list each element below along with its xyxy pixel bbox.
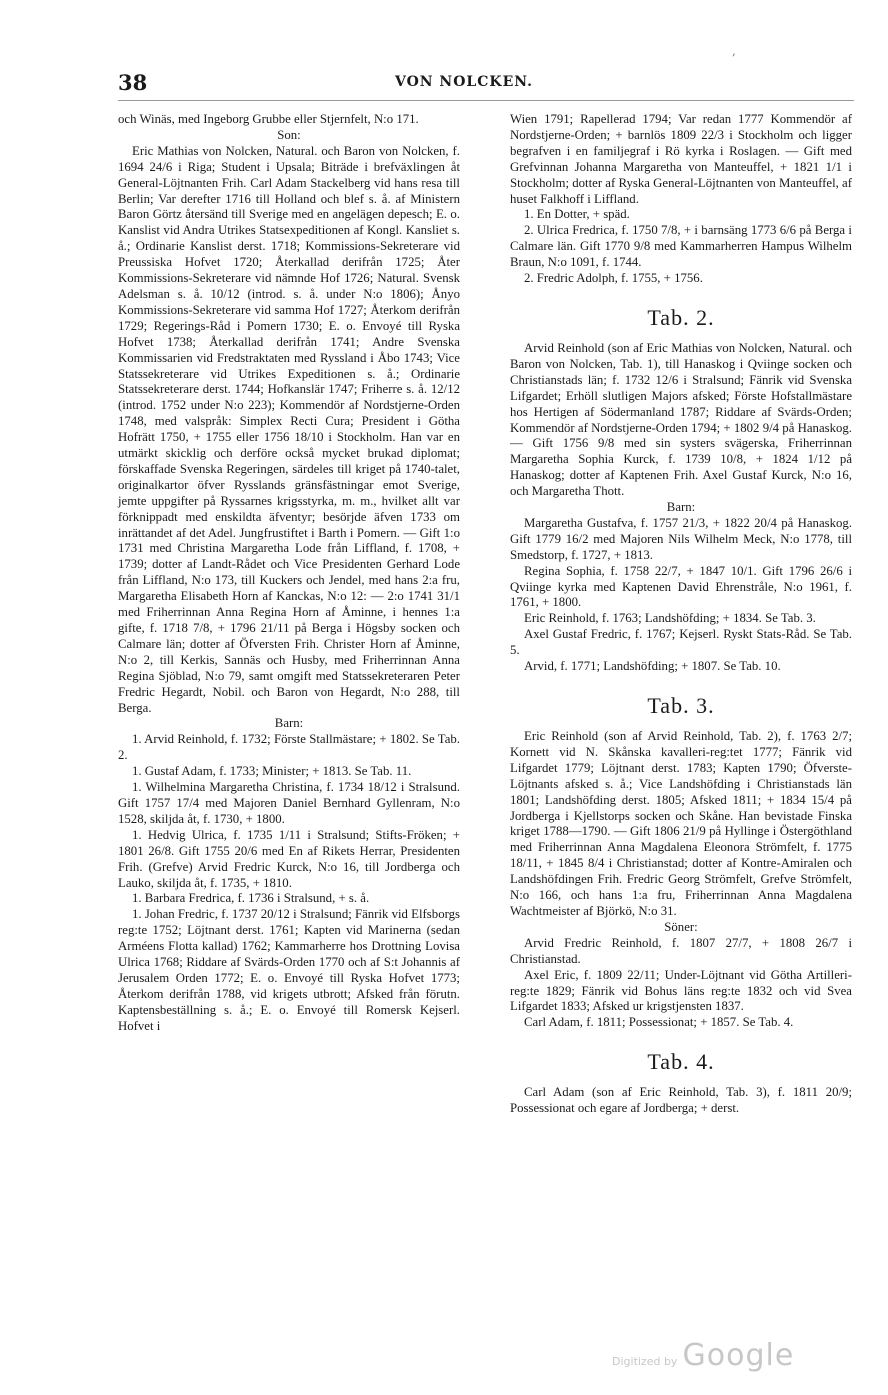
child-entry: 1. Hedvig Ulrica, f. 1735 1/11 i Stralsund; Stifts-Fröken; + 1801 26/8. Gift 1755 20/6 med En af Rikets Herrar, Presidenten Frih. (Grefve) Arvid Fredric Kurck, N:o 16, till Jordberga och Lauko, skiljda åt, f. 1735, + 1810. [118,827,460,890]
paragraph: och Winäs, med Ingeborg Grubbe eller Stjernfelt, N:o 171. [118,112,419,126]
paragraph: Carl Adam (son af Eric Reinhold, Tab. 3), f. 1811 20/9; Possessionat och egare af Jordberga; + derst. [510,1085,852,1116]
paragraph: Eric Reinhold (son af Arvid Reinhold, Tab. 2), f. 1763 2/7; Kornett vid N. Skånska kavalleri-reg:tet 1777; Fänrik vid Lifgardet 1779; Löjtnant derst. 1783; Kapten 1790; Öfverste-Löjtnants afsked s. å.; Vice Landshöfding i Christianstads län 1801; Landshöfding derst. 1805; Afsked 1811; + 1834 15/4 på Jordberga i Kjellstorps socken och Skåne. Han bevistade Finska kriget 1788—1790. — Gift 1806 21/9 på Hyllinge i Östergöthland med Friherrinnan Anna Magdalena Eleonora Strömfelt, f. 1775 18/11, + 1845 8/4 i Christianstad; dotter af Kontre-Amiralen och Landshöfdingen Frih. Fredric Georg Strömfelt, Grefve Strömfelt, N:o 166, och hans 1:a fru, Friherrinnan Anna Magdalena Wachtmeister af Björkö, N:o 31. [510,729,852,918]
stray-mark: , [732,44,736,58]
paragraph: Wien 1791; Rapellerad 1794; Var redan 1777 Kommendör af Nordstjerne-Orden; + barnlös 1809 22/3 i Stockholm och ligger begrafven i en familjegraf i Rö kyrka i Roslagen. — Gift med Grefvinnan Johanna Margaretha von Manteuffel, + 1821 1/1 i Stockholm; dotter af Ryska General-Löjtnanten von Manteuffel, af huset Falkhoff i Liffland. [510,112,852,206]
tab-3-heading: Tab. 3. [647,693,715,718]
child-entry: 1. Arvid Reinhold, f. 1732; Förste Stallmästare; + 1802. Se Tab. 2. [118,732,460,763]
section-label: Söner: [664,919,698,934]
child-entry: 1. Barbara Fredrica, f. 1736 i Stralsund, + s. å. [132,891,370,906]
left-column [118,112,460,1035]
child-entry: 1. Johan Fredric, f. 1737 20/12 i Stralsund; Fänrik vid Elfsborgs reg:te 1752; Löjtnant derst. 1761; Kapten vid Marinerna (sedan Arméens Flotta kallad) 1762; Kammarherre hos Drottning Lovisa Ulrica 1768; Riddare af Svärds-Orden 1770 och af S:t Johannis af Jerusalem Orden 1772; E. o. Envoyé till Ryska Hofvet 1773; Återkom derifrån 1788, vid krigets utbrott; Afsked från förutn. Kaptensbeställning s. å.; E. o. Envoyé till Romersk Kejserl. Hofvet i [118,907,460,1033]
child-entry: 2. Ulrica Fredrica, f. 1750 7/8, + i barnsäng 1773 6/6 på Berga i Calmare län. Gift 1770 9/8 med Kammarherren Hampus Wilhelm Braun, N:o 1091, f. 1744. [510,223,852,270]
running-head: VON NOLCKEN. [394,74,534,90]
child-entry: 1. Wilhelmina Margaretha Christina, f. 1734 18/12 i Stralsund. Gift 1757 17/4 med Majoren Daniel Bernhard Gyllenram, N:o 1528, skiljda åt, f. 1730, + 1800. [118,780,460,826]
section-label: Barn: [666,500,696,515]
child-entry: Margaretha Gustafva, f. 1757 21/3, + 1822 20/4 på Hanaskog. Gift 1779 16/2 med Majoren Nils Wilhelm Meck, N:o 1778, till Smedstorp, f. 1727, + 1813. [510,515,852,562]
page-number: 38 [118,70,148,95]
paragraph: Eric Mathias von Nolcken, Natural. och Baron von Nolcken, f. 1694 24/6 i Riga; Student i Upsala; Biträde i brefväxlingen åt General-Löjtnanten Frih. Carl Adam Stackelberg vid hans resa till Berlin; Var derefter 1716 till Holland och blef s. å. af Ministern Baron Görtz återsänd till Sverige med en angelägen depesch; E. o. Kanslist vid Andra Utrikes Statsexpeditionen af Kongl. Kansliet s. å.; Ordinarie Kanslist derst. 1718; Kommissions-Sekreterare vid Preussiska Hofvet 1720; Återkallad derifrån 1725; Åter Kommissions-Sekreterare vid nämnde Hof 1726; Natural. Svensk Adelsman s. å. 10/12 (introd. s. å. under N:o 1806); Ånyo Kommissions-Sekreterare vid samma Hof 1727; Återkom derifrån 1729; Regerings-Råd i Pomern 1730; E. o. Envoyé till Ryska Hofvet 1738; Återkallad derifrån 1741; Andre Svenska Kommissarien vid Fredstraktaten med Ryssland i Åbo 1743; Vice Statssekreterare vid Utrikes Expeditionen s. å.; Ordinarie Statssekreterare derst. 1744; Hofkanslär 1747; Friherre s. å. 12/12 (introd. 1752 under N:o 223); Kommendör af Nordstjerne-Orden 1748, med valspråk: Simplex Recti Cura; President i Götha Hofrätt 1750, + 1755 eller 1756 18/10 i Stockholm. Han var en utmärkt skicklig och derföre också mycket brukad diplomat; förskaffade Svenska Regeringen, särdeles till kriget på 1740-talet, originalkartor öfver Rysslands gränsfästningar emot Sverige, jemte uppgifter på Ryssarnes krigsstyrka, m. m., hvilket allt var förknippadt med enskildta äfventyr; besörjde äfven 1733 om inrättandet af det Adel. Jungfrustiftet i Barth i Pomern. — Gift 1:o 1731 med Christina Margaretha Lode från Liffland, f. 1708, + 1739; dotter af Landt-Rådet och Vice Presidenten Gerhard Lode från Liffland, N:o 173, till Kuckers och Jendel, med hans 2:a fru, Margaretha Elisabeth Horn af Kanckas, N:o 12: — 2:o 1741 31/1 med Friherrinnan Anna Regina Horn af Åminne, i hennes 1:a gifte, f. 1718 7/8, + 1796 21/11 på Berga i Högsby socken och Calmare län; dotter af Öfversten Frih. Christer Horn af Åminne, N:o 2, till Kerkis, Sannäs och Husby, med Friherrinnan Anna Regina Sjöblad, N:o 79, samt omgift med Statssekreteraren Peter Fredric Hegardt, Nobil. och Baron von Hegardt, N:o 288, till Berga. [118,143,460,715]
child-entry: Carl Adam, f. 1811; Possessionat; + 1857. Se Tab. 4. [524,1015,794,1030]
child-entry: Arvid, f. 1771; Landshöfding; + 1807. Se Tab. 10. [524,659,781,674]
google-logo: Google [682,1338,795,1373]
header-rule [118,100,854,101]
child-entry: Axel Gustaf Fredric, f. 1767; Kejserl. Ryskt Stats-Råd. Se Tab. 5. [510,627,852,658]
watermark-prefix: Digitized by [612,1355,678,1368]
section-label: Son: [277,127,301,142]
child-entry: 2. Fredric Adolph, f. 1755, + 1756. [524,271,703,286]
child-entry: Arvid Fredric Reinhold, f. 1807 27/7, + 1808 26/7 i Christianstad. [510,935,852,966]
tab-4-heading: Tab. 4. [647,1049,715,1075]
right-column [510,112,852,1117]
tab-2-heading: Tab. 2. [647,304,715,330]
child-entry: 1. En Dotter, + späd. [524,207,630,222]
child-entry: Regina Sophia, f. 1758 22/7, + 1847 10/1. Gift 1796 26/6 i Qviinge kyrka med Kaptenen David Ehrenstråle, N:o 1961, f. 1761, + 1800. [510,563,852,610]
child-entry: 1. Gustaf Adam, f. 1733; Minister; + 1813. Se Tab. 11. [132,764,412,779]
child-entry: Axel Eric, f. 1809 22/11; Under-Löjtnant vid Götha Artilleri-reg:te 1829; Fänrik vid Bohus läns reg:te 1832 och vid Svea Lifgardet 1833; Afsked ur krigstjensten 1837. [510,967,852,1014]
paragraph: Arvid Reinhold (son af Eric Mathias von Nolcken, Natural. och Baron von Nolcken, Tab. 1), till Hanaskog i Qviinge socken och Christianstads län; f. 1732 12/6 i Stralsund; Fänrik vid Svenska Lifgardet; Erhöll slutligen Majors afsked; Förste Hofstallmästare hos Hertigen af Södermanland 1787; Riddare af Svärds-Orden; Kommendör af Nordstjerne-Orden 1794; + 1802 9/4 på Hanaskog. — Gift 1756 9/8 med sin systers svägerska, Friherrinnan Margaretha Sophia Kurck, f. 1739 10/8, + 1824 1/12 på Hanaskog; dotter af Kaptenen Frih. Axel Gustaf Kurck, N:o 16, och Margaretha Thott. [510,340,852,499]
child-entry: Eric Reinhold, f. 1763; Landshöfding; + 1834. Se Tab. 3. [524,611,816,626]
section-label: Barn: [274,716,304,731]
digitized-by-google-watermark [612,1338,794,1373]
